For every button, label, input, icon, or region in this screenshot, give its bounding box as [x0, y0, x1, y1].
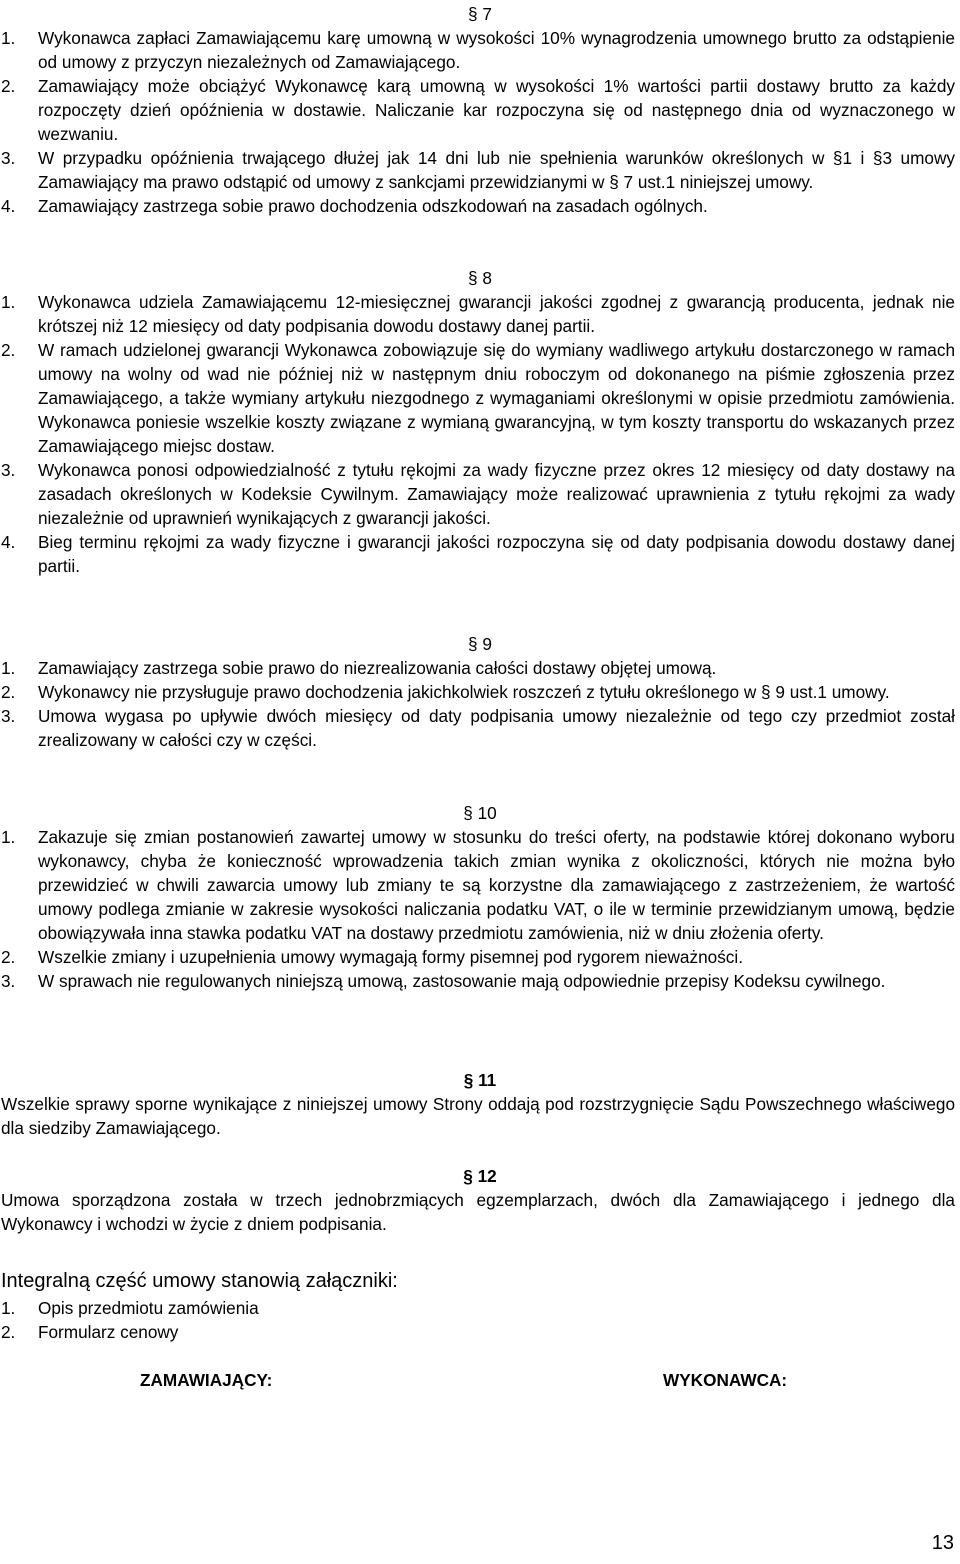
list-item: 3. W sprawach nie regulowanych niniejszą umową, zastosowanie mają odpowiednie przepisy Kodeksu cywilnego. [1, 971, 886, 991]
section-11-text: Wszelkie sprawy sporne wynikające z niniejszej umowy Strony oddają pod rozstrzygnięcie Sądu Powszechnego właściwego dla siedziby Zamawiającego. [1, 1094, 955, 1138]
list-item: 4. Zamawiający zastrzega sobie prawo dochodzenia odszkodowań na zasadach ogólnych. [1, 196, 708, 216]
section-9-list [0, 656, 955, 752]
section-7-heading: § 7 [468, 4, 492, 24]
list-item: 3. Wykonawca ponosi odpowiedzialność z tytułu rękojmi za wady fizyczne przez okres 12 miesięcy od daty dostawy na zasadach określonych w Kodeksie Cywilnym. Zamawiający może realizować uprawnienia z tytułu rękojmi za wady niezależnie od uprawnień wynikających z gwarancji jakości. [1, 460, 955, 528]
list-item: 1. Zamawiający zastrzega sobie prawo do niezrealizowania całości dostawy objętej umową. [1, 658, 717, 678]
section-10-list [0, 825, 955, 993]
list-item: 1. Zakazuje się zmian postanowień zawartej umowy w stosunku do treści oferty, na podstawie której dokonano wyboru wykonawcy, chyba że konieczność wprowadzenia takich zmian wynika z okoliczności, których nie można było przewidzieć w chwili zawarcia umowy lub zmiany te są korzystne dla zamawiającego z zastrzeżeniem, że wartość umowy podlega zmianie w zakresie wysokości naliczania podatku VAT, o ile w terminie przewidzianym umową, będzie obowiązywała inna stawka podatku VAT na dostawy przedmiotu zamówienia, niż w dniu złożenia oferty. [1, 827, 955, 943]
page-number: 13 [931, 1532, 954, 1554]
signature-zamawiajacy: ZAMAWIAJĄCY: [140, 1370, 273, 1390]
list-item: 2. Zamawiający może obciążyć Wykonawcę karą umowną w wysokości 1% wartości partii dostawy brutto za każdy rozpoczęty dzień opóźnienia w dostawie. Naliczanie kar rozpoczyna się od następnego dnia od wyznaczonego w wezwaniu. [1, 76, 955, 144]
list-item: 4. Bieg terminu rękojmi za wady fizyczne i gwarancji jakości rozpoczyna się od daty podpisania dowodu dostawy danej partii. [1, 532, 955, 576]
section-8-list [0, 290, 955, 578]
list-item: 3. Umowa wygasa po upływie dwóch miesięcy od daty podpisania umowy niezależnie od tego czy przedmiot został zrealizowany w całości czy w części. [1, 706, 955, 750]
section-9-heading: § 9 [468, 634, 492, 654]
section-10-heading: § 10 [463, 803, 497, 823]
list-item: 2. Wykonawcy nie przysługuje prawo dochodzenia jakichkolwiek roszczeń z tytułu określonego w § 9 ust.1 umowy. [1, 682, 890, 702]
list-item: 1. Wykonawca zapłaci Zamawiającemu karę umowną w wysokości 10% wynagrodzenia umownego brutto za odstąpienie od umowy z przyczyn niezależnych od Zamawiającego. [1, 28, 955, 72]
section-12-heading: § 12 [463, 1166, 497, 1186]
list-item: 1. Opis przedmiotu zamówienia [1, 1298, 259, 1318]
section-12-text: Umowa sporządzona została w trzech jednobrzmiących egzemplarzach, dwóch dla Zamawiającego i jednego dla Wykonawcy i wchodzi w życie z dniem podpisania. [1, 1190, 955, 1234]
section-7-list [0, 26, 955, 218]
section-8-heading: § 8 [468, 268, 492, 288]
list-item: 1. Wykonawca udziela Zamawiającemu 12-miesięcznej gwarancji jakości zgodnej z gwarancją producenta, jednak nie krótszej niż 12 miesięcy od daty podpisania dowodu dostawy danej partii. [1, 292, 955, 336]
signature-wykonawca: WYKONAWCA: [663, 1370, 788, 1390]
attachments-title: Integralną część umowy stanowią załączniki: [1, 1270, 398, 1292]
section-11-heading: § 11 [463, 1070, 497, 1090]
list-item: 2. Formularz cenowy [1, 1322, 179, 1342]
list-item: 3. W przypadku opóźnienia trwającego dłużej jak 14 dni lub nie spełnienia warunków określonych w §1 i §3 umowy Zamawiający ma prawo odstąpić od umowy z sankcjami przewidzianymi w § 7 ust.1 niniejszej umowy. [1, 148, 955, 192]
attachments-list [0, 1296, 955, 1344]
list-item: 2. W ramach udzielonej gwarancji Wykonawca zobowiązuje się do wymiany wadliwego artykułu dostarczonego w ramach umowy na wolny od wad nie później niż w następnym dniu roboczym od dokonanego na piśmie zgłoszenia przez Zamawiającego, a także wymiany artykułu niezgodnego z wymaganiami określonymi w opisie przedmiotu zamówienia. Wykonawca poniesie wszelkie koszty związane z wymianą gwarancyjną, w tym koszty transportu do wskazanych przez Zamawiającego miejsc dostaw. [1, 340, 955, 456]
list-item: 2. Wszelkie zmiany i uzupełnienia umowy wymagają formy pisemnej pod rygorem nieważności. [1, 947, 743, 967]
